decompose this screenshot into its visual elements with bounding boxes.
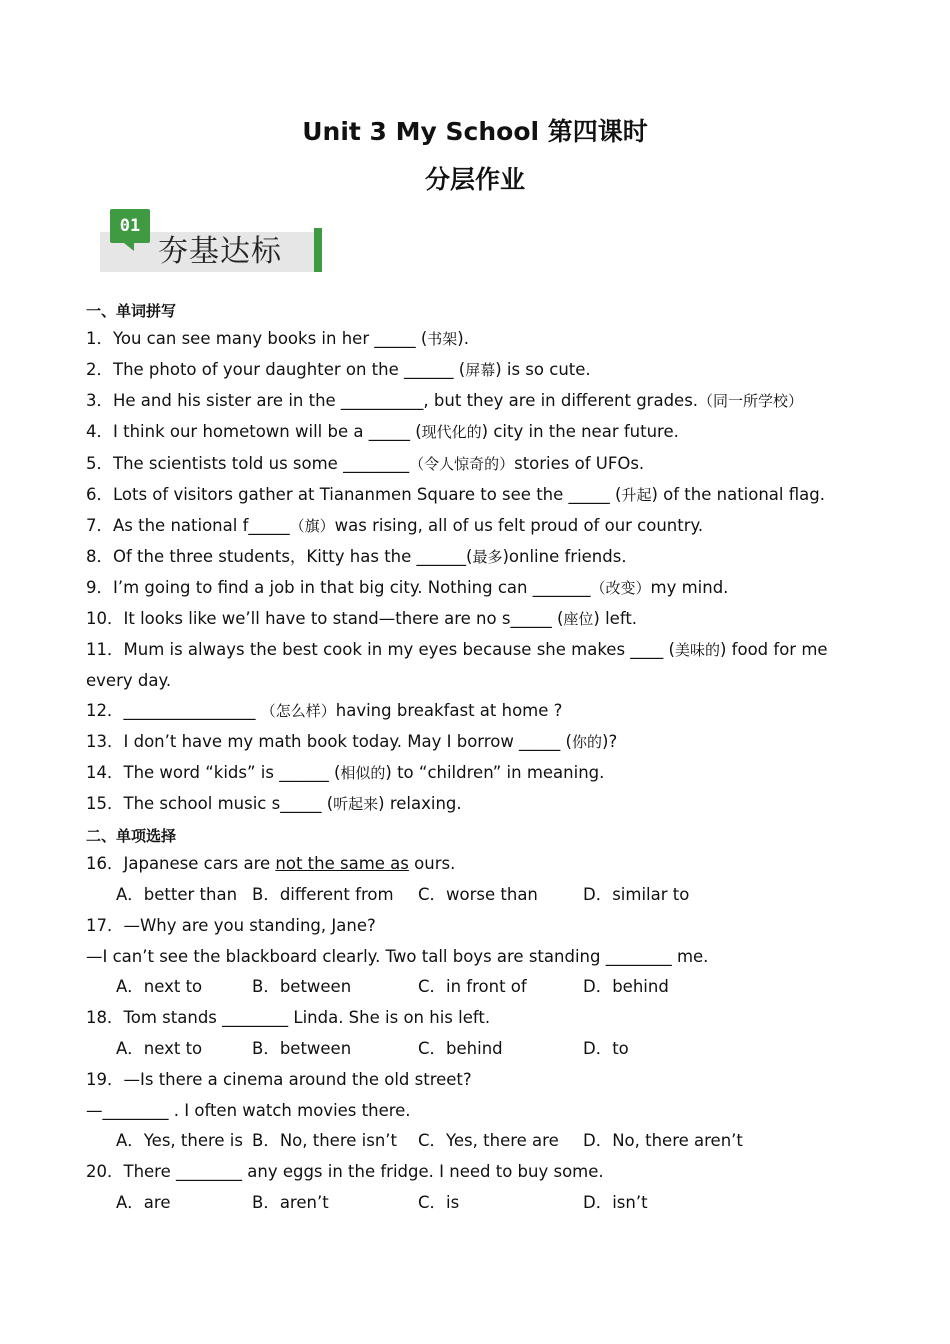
hint: 书架	[427, 330, 458, 348]
question-19-line2: —________ . I often watch movies there.	[86, 1101, 411, 1120]
option-c[interactable]: C．is	[418, 1193, 460, 1212]
option-c[interactable]: C．in front of	[418, 977, 527, 996]
question-4: 4．I think our hometown will be a _____ (现代化的) city in the near future.	[86, 422, 679, 441]
option-b[interactable]: B．between	[252, 977, 352, 996]
question-14: 14．The word “kids” is ______ (相似的) to “children” in meaning.	[86, 763, 605, 782]
badge-pointer-icon	[124, 243, 134, 251]
question-7: 7．As the national f_____（旗）was rising, all of us felt proud of our country.	[86, 516, 704, 535]
option-d[interactable]: D．No, there aren’t	[583, 1131, 743, 1150]
question-16: 16．Japanese cars are not the same as ours.	[86, 854, 456, 873]
question-17-line2: —I can’t see the blackboard clearly. Two tall boys are standing ________ me.	[86, 947, 709, 966]
question-5: 5．The scientists told us some ________（令人惊奇的）stories of UFOs.	[86, 454, 645, 473]
question-11-continued: every day.	[86, 671, 172, 690]
hint: 相似的	[340, 764, 386, 782]
question-20: 20．There ________ any eggs in the fridge. I need to buy some.	[86, 1162, 604, 1181]
question-12: 12．________________ （怎么样）having breakfast at home ?	[86, 701, 563, 720]
question-6: 6．Lots of visitors gather at Tiananmen Square to see the _____ (升起) of the national flag.	[86, 485, 825, 504]
question-18: 18．Tom stands ________ Linda. She is on his left.	[86, 1008, 491, 1027]
badge-label: 夯基达标	[158, 234, 282, 269]
hint: 现代化的	[421, 423, 482, 441]
page-subtitle: 分层作业	[424, 165, 525, 194]
hint: 屏幕	[465, 361, 496, 379]
question-10: 10．It looks like we’ll have to stand—there are no s_____ (座位) left.	[86, 609, 638, 628]
option-b[interactable]: B．different from	[252, 885, 394, 904]
option-b[interactable]: B．between	[252, 1039, 352, 1058]
option-d[interactable]: D．isn’t	[583, 1193, 648, 1212]
hint: 座位	[563, 610, 594, 628]
option-a[interactable]: A．better than	[116, 885, 238, 904]
option-b[interactable]: B．aren’t	[252, 1193, 329, 1212]
question-13: 13．I don’t have my math book today. May I borrow _____ (你的)?	[86, 732, 618, 751]
hint: 最多	[472, 548, 503, 566]
hint: （怎么样）	[260, 702, 336, 720]
option-a[interactable]: A．are	[116, 1193, 171, 1212]
underlined-phrase: not the same as	[275, 854, 409, 873]
hint: 听起来	[333, 795, 379, 813]
option-c[interactable]: C．Yes, there are	[418, 1131, 559, 1150]
option-a[interactable]: A．next to	[116, 977, 203, 996]
option-d[interactable]: D．similar to	[583, 885, 690, 904]
section-heading-spelling: 一、单词拼写	[86, 302, 177, 320]
hint: 你的	[572, 733, 603, 751]
question-1: 1．You can see many books in her _____ (书架).	[86, 329, 469, 348]
question-8: 8．Of the three students，Kitty has the ______(最多)online friends．	[86, 547, 638, 566]
question-11: 11．Mum is always the best cook in my eyes because she makes ____ (美味的) food for me	[86, 640, 828, 659]
question-2: 2．The photo of your daughter on the ______ (屏幕) is so cute.	[86, 360, 591, 379]
section-heading-choice: 二、单项选择	[86, 827, 177, 845]
question-19: 19．—Is there a cinema around the old street?	[86, 1070, 472, 1089]
page-title: Unit 3 My School 第四课时	[302, 117, 648, 146]
option-b[interactable]: B．No, there isn’t	[252, 1131, 397, 1150]
question-9: 9．I’m going to find a job in that big city. Nothing can _______（改变）my mind.	[86, 578, 729, 597]
section-badge	[98, 208, 324, 272]
option-c[interactable]: C．behind	[418, 1039, 503, 1058]
hint: （旗）	[289, 517, 335, 535]
option-c[interactable]: C．worse than	[418, 885, 538, 904]
hint: （同一所学校）	[698, 392, 804, 410]
badge-bar	[314, 228, 322, 272]
question-3: 3．He and his sister are in the __________, but they are in different grades.（同一所学校）	[86, 391, 804, 410]
hint: 美味的	[674, 641, 720, 659]
hint: （令人惊奇的）	[409, 455, 515, 473]
option-a[interactable]: A．next to	[116, 1039, 203, 1058]
hint: （改变）	[590, 579, 651, 597]
option-d[interactable]: D．to	[583, 1039, 629, 1058]
question-15: 15．The school music s_____ (听起来) relaxing.	[86, 794, 462, 813]
option-a[interactable]: A．Yes, there is	[116, 1131, 243, 1150]
question-17: 17．—Why are you standing, Jane?	[86, 916, 376, 935]
badge-number: 01	[110, 209, 150, 243]
option-d[interactable]: D．behind	[583, 977, 669, 996]
hint: 升起	[621, 486, 652, 504]
